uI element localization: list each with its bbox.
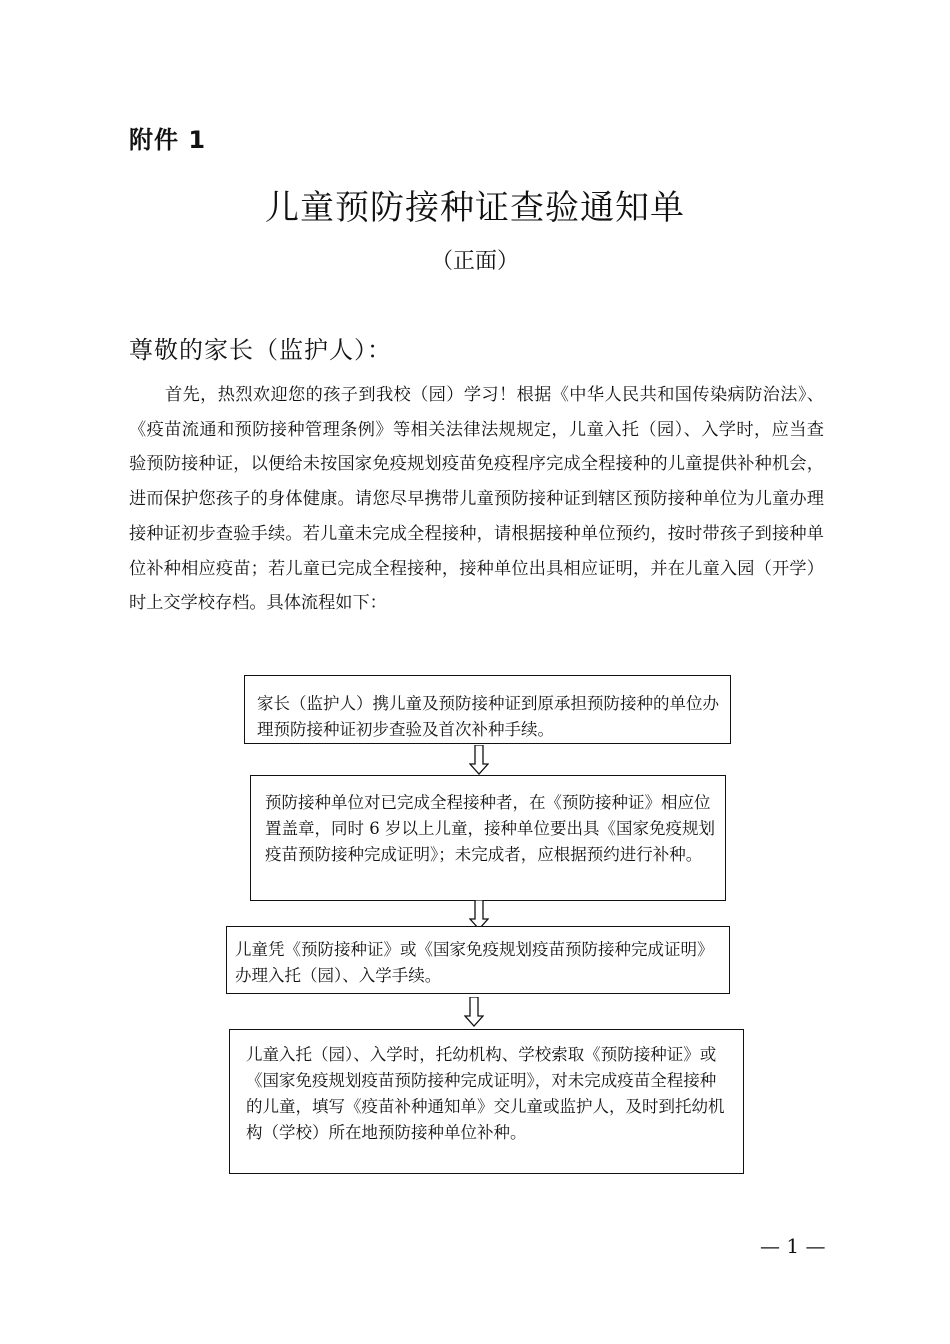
flow-step-text: 儿童入托（园）、入学时，托幼机构、学校索取《预防接种证》或《国家免疫规划疫苗预防接种完成证明》，对未完成疫苗全程接种的儿童，填写《疫苗补种通知单》交儿童或监护人，及时到托幼机构（学校）所在地预防接种单位补种。 — [246, 1045, 725, 1142]
flow-step-text: 家长（监护人）携儿童及预防接种证到原承担预防接种的单位办理预防接种证初步查验及首次补种手续。 — [257, 694, 719, 739]
page-subtitle: （正面） — [430, 249, 519, 274]
down-arrow-icon — [464, 997, 484, 1027]
flow-step-1 — [244, 675, 731, 744]
page-number: — 1 — — [760, 1234, 826, 1258]
flow-step-text: 预防接种单位对已完成全程接种者，在《预防接种证》相应位置盖章，同时 6 岁以上儿童，接种单位要出具《国家免疫规划疫苗预防接种完成证明》；未完成者，应根据预约进行补种。 — [265, 793, 715, 864]
letter-body: 首先，热烈欢迎您的孩子到我校（园）学习！根据《中华人民共和国传染病防治法》、《疫苗流通和预防接种管理条例》等相关法律法规规定，儿童入托（园）、入学时，应当查验预防接种证，以便给未按国家免疫规划疫苗免疫程序完成全程接种的儿童提供补种机会，进而保护您孩子的身体健康。请您尽早携带儿童预防接种证到辖区预防接种单位为儿童办理接种证初步查验手续。若儿童未完成全程接种，请根据接种单位预约，按时带孩子到接种单位补种相应疫苗；若儿童已完成全程接种，接种单位出具相应证明，并在儿童入园（开学）时上交学校存档。具体流程如下： — [129, 385, 824, 614]
down-arrow-icon — [469, 745, 489, 775]
flow-step-3 — [226, 926, 730, 994]
flow-step-4 — [229, 1029, 744, 1174]
attachment-label: 附件 1 — [129, 126, 207, 154]
flow-step-text: 儿童凭《预防接种证》或《国家免疫规划疫苗预防接种完成证明》办理入托（园）、入学手续。 — [235, 940, 714, 985]
page-title: 儿童预防接种证查验通知单 — [265, 188, 685, 228]
flow-step-2 — [250, 775, 726, 901]
salutation: 尊敬的家长（监护人）： — [129, 336, 392, 364]
